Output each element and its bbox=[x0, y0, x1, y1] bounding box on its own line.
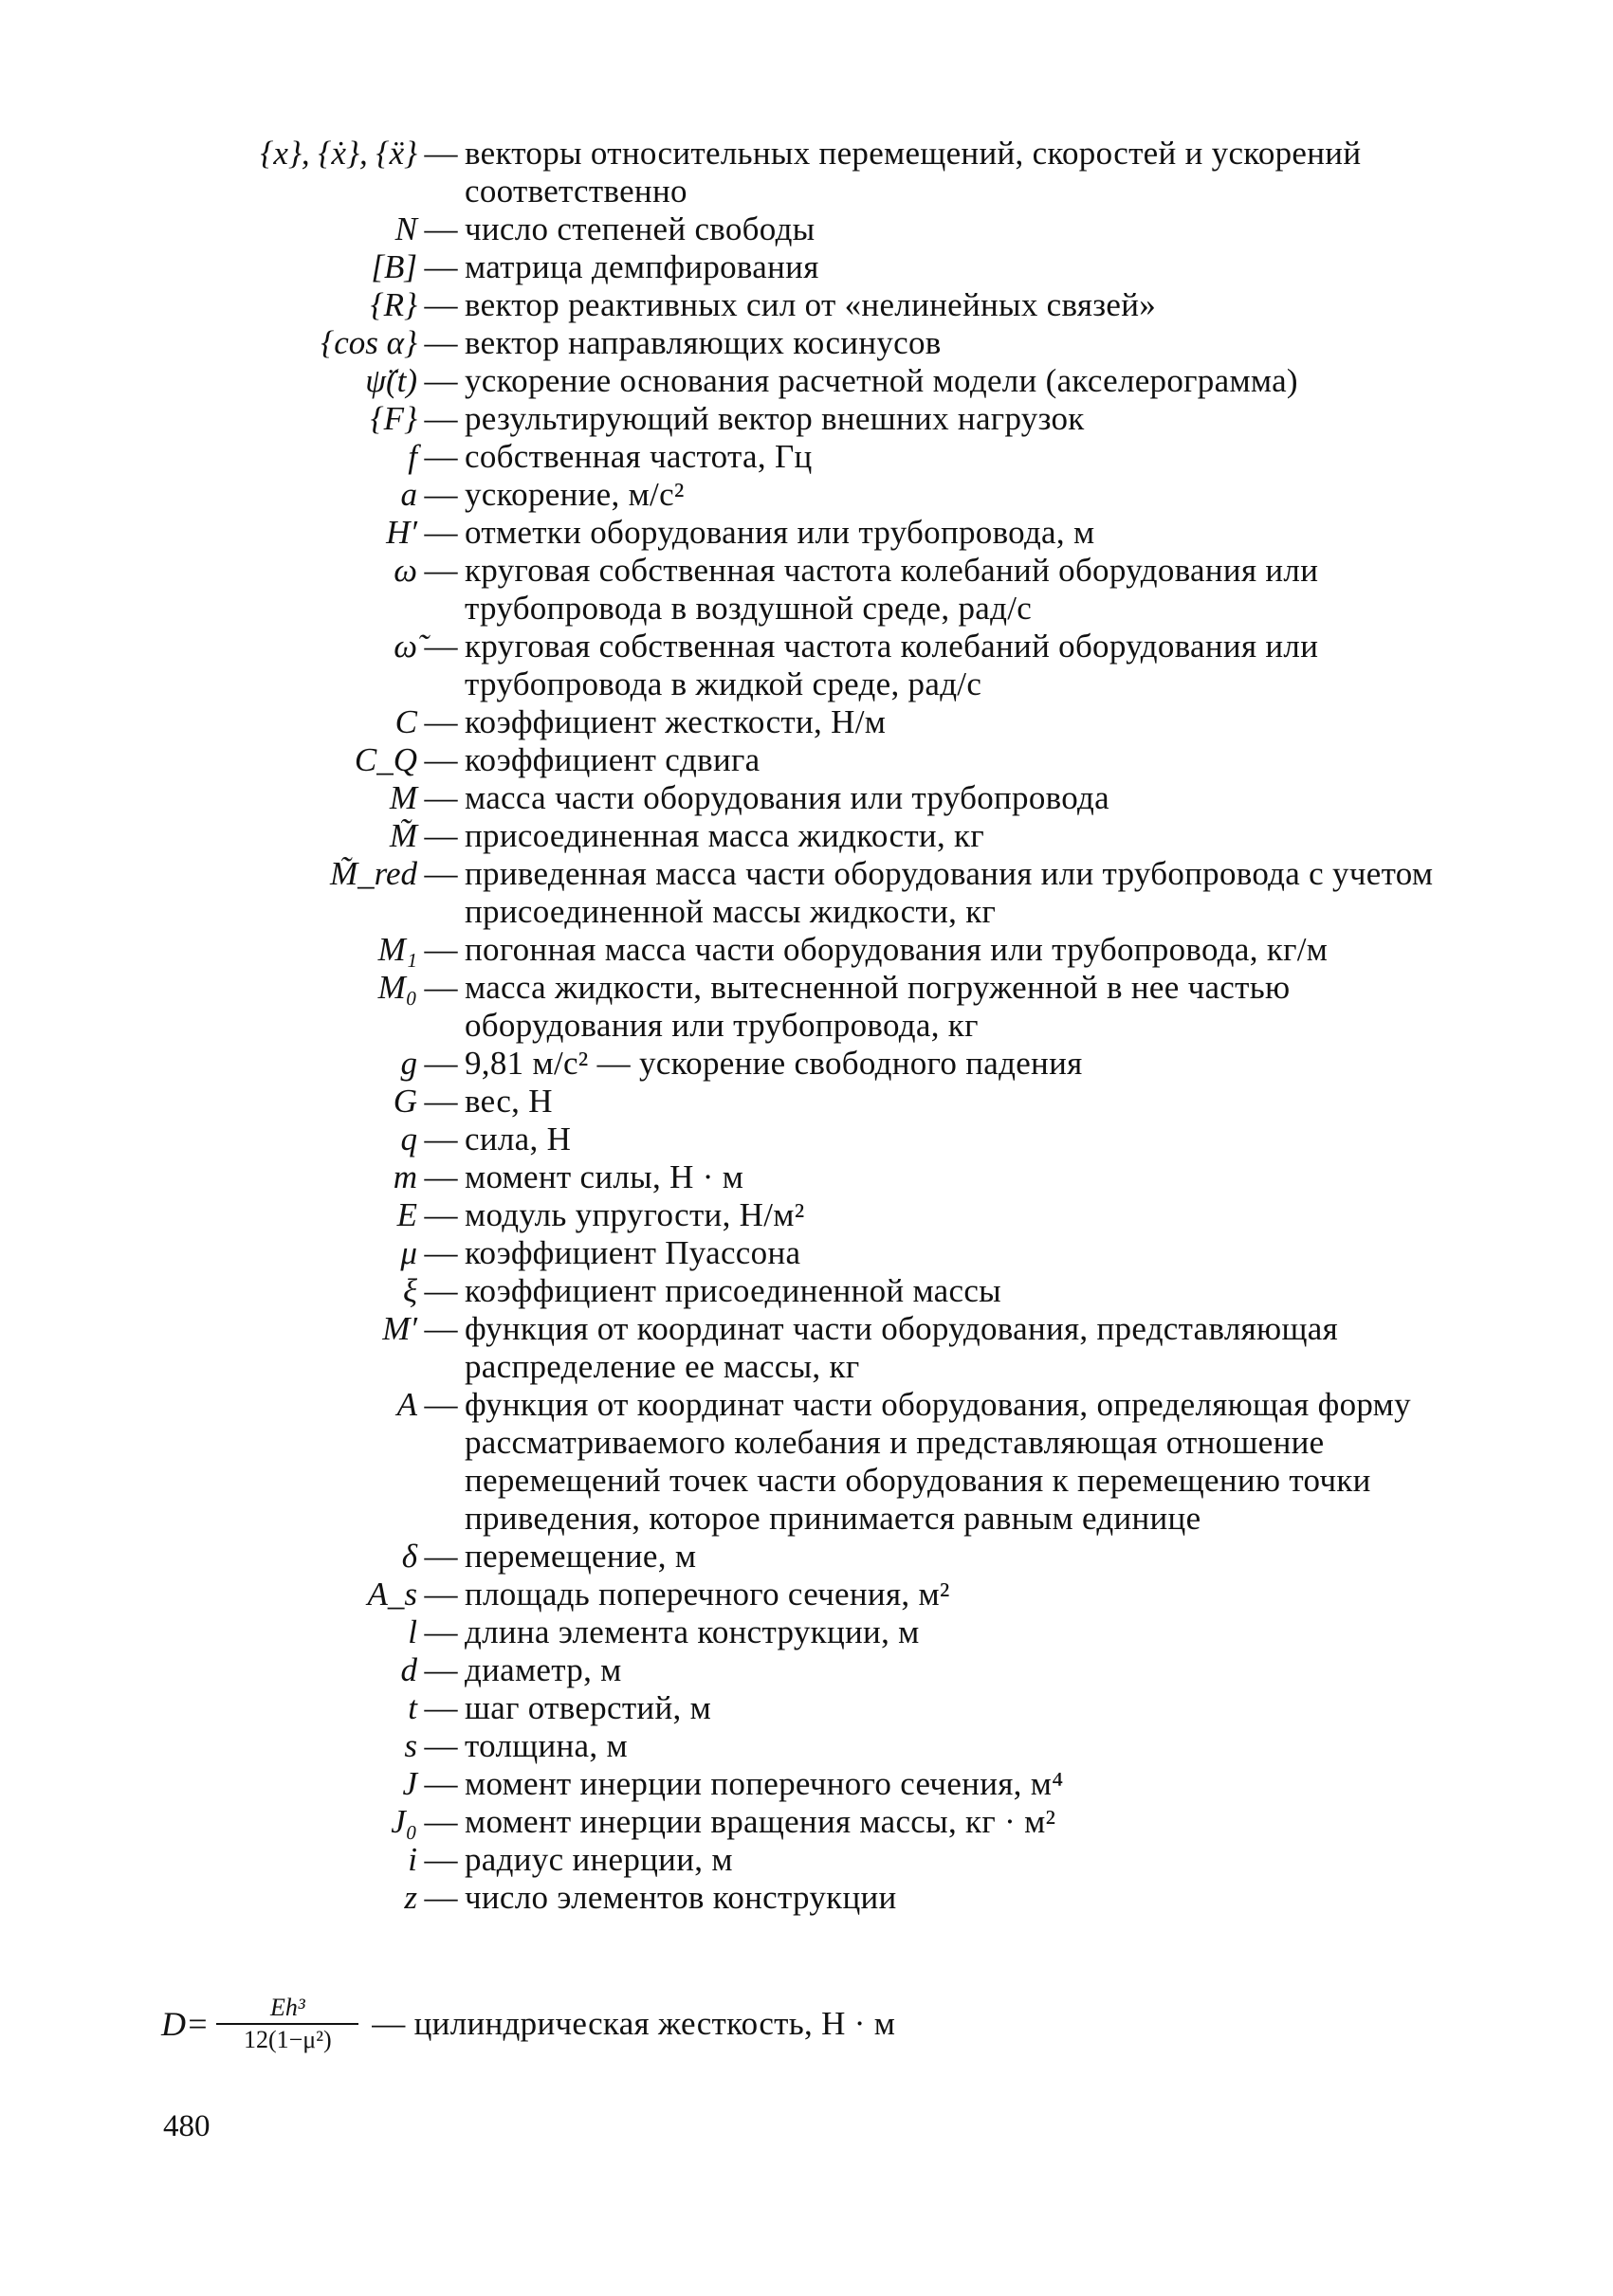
symbol-definition: радиус инерции, м bbox=[465, 1841, 733, 1878]
symbol-definition: функция от координат части оборудования, определяющая форму рассматриваемого колебания и представляющая отношение перемещений точек части оборудования к перемещению точки приведения, которое принимается равным единице bbox=[465, 1386, 1411, 1537]
symbol-definition: погонная масса части оборудования или трубопровода, кг/м bbox=[465, 931, 1329, 968]
symbol-entry bbox=[142, 248, 1451, 286]
symbol: [B] bbox=[371, 248, 417, 285]
em-dash: — bbox=[424, 438, 458, 475]
symbol-definition: толщина, м bbox=[465, 1727, 628, 1764]
em-dash: — bbox=[424, 931, 458, 968]
em-dash: — bbox=[424, 476, 458, 513]
em-dash: — bbox=[424, 248, 458, 285]
symbol-entry bbox=[142, 1158, 1451, 1196]
symbol: ω̃ bbox=[394, 628, 417, 665]
symbol-definition: ускорение основания расчетной модели (акселерограмма) bbox=[465, 362, 1298, 399]
symbol-entry bbox=[142, 286, 1451, 324]
symbol-entry bbox=[142, 1803, 1451, 1841]
symbol-entry bbox=[142, 855, 1451, 931]
symbol-definition: сила, Н bbox=[465, 1121, 572, 1157]
symbol-entry bbox=[142, 741, 1451, 779]
em-dash: — bbox=[424, 969, 458, 1006]
symbol-entry bbox=[142, 1234, 1451, 1272]
symbol-entry bbox=[142, 1310, 1451, 1386]
symbol: N bbox=[394, 210, 417, 247]
em-dash: — bbox=[424, 703, 458, 740]
symbol-definition: диаметр, м bbox=[465, 1651, 622, 1688]
formula-fraction bbox=[216, 1993, 358, 2055]
symbol: ξ bbox=[403, 1272, 417, 1309]
symbol: ω bbox=[394, 552, 417, 589]
symbol: t bbox=[408, 1689, 417, 1726]
cylindrical-stiffness-formula bbox=[161, 1977, 895, 2071]
em-dash: — bbox=[424, 1651, 458, 1688]
symbol: C_Q bbox=[354, 741, 417, 778]
em-dash: — bbox=[424, 1158, 458, 1195]
symbol-entry bbox=[142, 1727, 1451, 1765]
symbol-definition: момент силы, Н · м bbox=[465, 1158, 744, 1195]
symbol-definition: приведенная масса части оборудования или трубопровода с учетом присоединенной массы жидкости, кг bbox=[465, 855, 1434, 930]
symbol-definition: модуль упругости, Н/м² bbox=[465, 1196, 805, 1233]
symbol-definition: момент инерции поперечного сечения, м⁴ bbox=[465, 1765, 1064, 1802]
symbol-entry bbox=[142, 1045, 1451, 1083]
symbol-entry bbox=[142, 135, 1451, 210]
em-dash: — bbox=[424, 362, 458, 399]
em-dash: — bbox=[424, 1121, 458, 1157]
symbol-list bbox=[142, 135, 1451, 1917]
symbol-entry bbox=[142, 1841, 1451, 1879]
symbol-entry bbox=[142, 779, 1451, 817]
symbol: g bbox=[400, 1045, 417, 1082]
em-dash: — bbox=[424, 628, 458, 665]
symbol-definition: коэффициент Пуассона bbox=[465, 1234, 801, 1271]
em-dash: — bbox=[424, 1765, 458, 1802]
symbol-definition: коэффициент жесткости, Н/м bbox=[465, 703, 887, 740]
symbol: z bbox=[404, 1879, 417, 1916]
em-dash: — bbox=[424, 1803, 458, 1840]
formula-lhs: D= bbox=[161, 2005, 210, 2043]
symbol-entry bbox=[142, 1689, 1451, 1727]
symbol-definition: 9,81 м/с² — ускорение свободного падения bbox=[465, 1045, 1083, 1082]
symbol-entry bbox=[142, 703, 1451, 741]
em-dash: — bbox=[424, 324, 458, 361]
symbol-definition: коэффициент сдвига bbox=[465, 741, 761, 778]
symbol-entry bbox=[142, 476, 1451, 514]
symbol: M̃ bbox=[389, 817, 417, 854]
symbol-definition: вектор реактивных сил от «нелинейных связей» bbox=[465, 286, 1157, 323]
formula-definition: — цилиндрическая жесткость, Н · м bbox=[372, 2005, 896, 2042]
symbol-entry bbox=[142, 400, 1451, 438]
symbol-entry bbox=[142, 969, 1451, 1045]
symbol: M₁ bbox=[377, 931, 417, 968]
symbol: μ bbox=[400, 1234, 417, 1271]
em-dash: — bbox=[424, 1841, 458, 1878]
formula-numerator: Eh³ bbox=[269, 1994, 305, 2021]
em-dash: — bbox=[424, 1045, 458, 1082]
em-dash: — bbox=[424, 855, 458, 892]
symbol-definition: матрица демпфирования bbox=[465, 248, 819, 285]
symbol-entry bbox=[142, 1196, 1451, 1234]
symbol-definition: масса жидкости, вытесненной погруженной в нее частью оборудования или трубопровода, кг bbox=[465, 969, 1291, 1044]
symbol: l bbox=[408, 1613, 417, 1650]
symbol: M bbox=[389, 779, 417, 816]
symbol: a bbox=[400, 476, 417, 513]
symbol-entry bbox=[142, 1386, 1451, 1538]
symbol: q bbox=[400, 1121, 417, 1157]
symbol: J₀ bbox=[391, 1803, 417, 1840]
em-dash: — bbox=[424, 817, 458, 854]
symbol-definition: собственная частота, Гц bbox=[465, 438, 813, 475]
em-dash: — bbox=[424, 1576, 458, 1613]
symbol-entry bbox=[142, 817, 1451, 855]
em-dash: — bbox=[424, 135, 458, 172]
em-dash: — bbox=[424, 514, 458, 551]
symbol-entry bbox=[142, 552, 1451, 628]
symbol-definition: присоединенная масса жидкости, кг bbox=[465, 817, 985, 854]
symbol-definition: круговая собственная частота колебаний оборудования или трубопровода в жидкой среде, рад/с bbox=[465, 628, 1319, 702]
symbol-entry bbox=[142, 931, 1451, 969]
symbol: δ bbox=[401, 1538, 417, 1575]
symbol-entry bbox=[142, 514, 1451, 552]
em-dash: — bbox=[424, 1083, 458, 1120]
symbol: H′ bbox=[386, 514, 417, 551]
symbol-entry bbox=[142, 362, 1451, 400]
symbol-entry bbox=[142, 1765, 1451, 1803]
symbol-entry bbox=[142, 1576, 1451, 1613]
symbol-entry bbox=[142, 1083, 1451, 1121]
em-dash: — bbox=[424, 400, 458, 437]
em-dash: — bbox=[424, 1727, 458, 1764]
symbol: {F} bbox=[370, 400, 417, 437]
symbol: {R} bbox=[370, 286, 417, 323]
symbol-definition: число степеней свободы bbox=[465, 210, 816, 247]
em-dash: — bbox=[424, 210, 458, 247]
page-number: 480 bbox=[163, 2109, 211, 2143]
symbol: m bbox=[393, 1158, 417, 1195]
symbol-entry bbox=[142, 1613, 1451, 1651]
symbol-entry bbox=[142, 1538, 1451, 1576]
em-dash: — bbox=[424, 286, 458, 323]
symbol-definition: результирующий вектор внешних нагрузок bbox=[465, 400, 1085, 437]
symbol-entry bbox=[142, 210, 1451, 248]
symbol: {x}, {ẋ}, {ẍ} bbox=[260, 135, 417, 172]
symbol-definition: перемещение, м bbox=[465, 1538, 697, 1575]
em-dash: — bbox=[424, 1272, 458, 1309]
symbol-entry bbox=[142, 438, 1451, 476]
em-dash: — bbox=[424, 1879, 458, 1916]
symbol-definition: длина элемента конструкции, м bbox=[465, 1613, 920, 1650]
symbol: i bbox=[408, 1841, 417, 1878]
symbol-entry bbox=[142, 1121, 1451, 1158]
symbol-definition: функция от координат части оборудования, представляющая распределение ее массы, кг bbox=[465, 1310, 1338, 1385]
symbol-definition: момент инерции вращения массы, кг · м² bbox=[465, 1803, 1056, 1840]
symbol-definition: число элементов конструкции bbox=[465, 1879, 897, 1916]
symbol: {cos α} bbox=[321, 324, 417, 361]
symbol-entry bbox=[142, 324, 1451, 362]
em-dash: — bbox=[424, 1689, 458, 1726]
symbol: M′ bbox=[382, 1310, 417, 1347]
symbol: C bbox=[394, 703, 417, 740]
symbol-definition: коэффициент присоединенной массы bbox=[465, 1272, 1001, 1309]
symbol-definition: площадь поперечного сечения, м² bbox=[465, 1576, 950, 1613]
em-dash: — bbox=[424, 1310, 458, 1347]
em-dash: — bbox=[424, 1386, 458, 1423]
symbol: A_s bbox=[367, 1576, 417, 1613]
symbol: f bbox=[408, 438, 417, 475]
symbol: E bbox=[396, 1196, 417, 1233]
symbol: ψ̈(t) bbox=[365, 362, 417, 399]
em-dash: — bbox=[424, 1196, 458, 1233]
symbol-definition: отметки оборудования или трубопровода, м bbox=[465, 514, 1095, 551]
symbol: J bbox=[402, 1765, 417, 1802]
symbol-definition: масса части оборудования или трубопровода bbox=[465, 779, 1109, 816]
symbol-entry bbox=[142, 1651, 1451, 1689]
symbol-definition: вектор направляющих косинусов bbox=[465, 324, 942, 361]
symbol: d bbox=[400, 1651, 417, 1688]
em-dash: — bbox=[424, 779, 458, 816]
em-dash: — bbox=[424, 1234, 458, 1271]
symbol: A bbox=[396, 1386, 417, 1423]
symbol-definition: ускорение, м/с² bbox=[465, 476, 685, 513]
symbol-definition: шаг отверстий, м bbox=[465, 1689, 712, 1726]
symbol-entry bbox=[142, 628, 1451, 703]
symbol: G bbox=[393, 1083, 417, 1120]
symbol: M̃_red bbox=[329, 855, 417, 892]
em-dash: — bbox=[424, 1613, 458, 1650]
symbol: s bbox=[404, 1727, 417, 1764]
em-dash: — bbox=[424, 552, 458, 589]
symbol-entry bbox=[142, 1272, 1451, 1310]
symbol-entry bbox=[142, 1879, 1451, 1917]
symbol: M₀ bbox=[377, 969, 417, 1006]
formula-denominator: 12(1−μ²) bbox=[243, 2026, 332, 2053]
symbol-definition: вес, Н bbox=[465, 1083, 553, 1120]
symbol-definition: векторы относительных перемещений, скоростей и ускорений соответственно bbox=[465, 135, 1362, 210]
em-dash: — bbox=[424, 741, 458, 778]
em-dash: — bbox=[424, 1538, 458, 1575]
symbol-definition: круговая собственная частота колебаний оборудования или трубопровода в воздушной среде, рад/с bbox=[465, 552, 1319, 627]
